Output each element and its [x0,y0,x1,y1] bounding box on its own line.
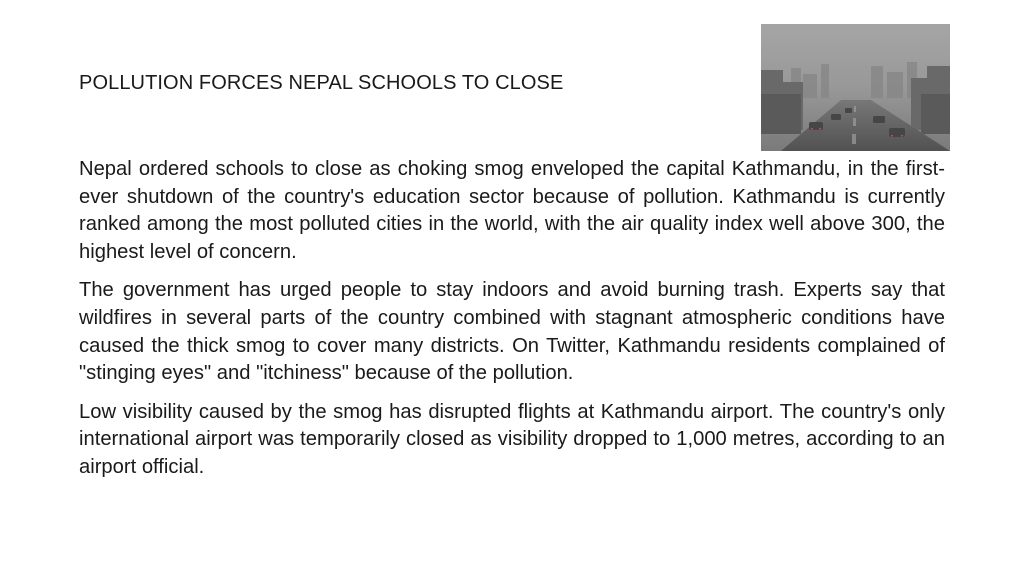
article-paragraph: The government has urged people to stay indoors and avoid burning trash. Experts say that wildfires in several parts of the country combined with stagnant atmospheric conditions have caused the thick smog to cover many districts. On Twitter, Kathmandu residents complained of "stinging eyes" and "itchiness" because of the pollution. [79,279,945,385]
article-paragraph: Low visibility caused by the smog has disrupted flights at Kathmandu airport. The country's only international airport was temporarily closed as visibility dropped to 1,000 metres, according to an airport official. [79,400,945,478]
slide-title: POLLUTION FORCES NEPAL SCHOOLS TO CLOSE [79,72,564,94]
article-body [79,156,945,493]
article-paragraph: Nepal ordered schools to close as choking smog enveloped the capital Kathmandu, in the first-ever shutdown of the country's education sector because of pollution. Kathmandu is currently ranked among the most polluted cities in the world, with the air quality index well above 300, the highest level of concern. [79,158,945,263]
smoggy-city-street-photo [761,24,950,151]
